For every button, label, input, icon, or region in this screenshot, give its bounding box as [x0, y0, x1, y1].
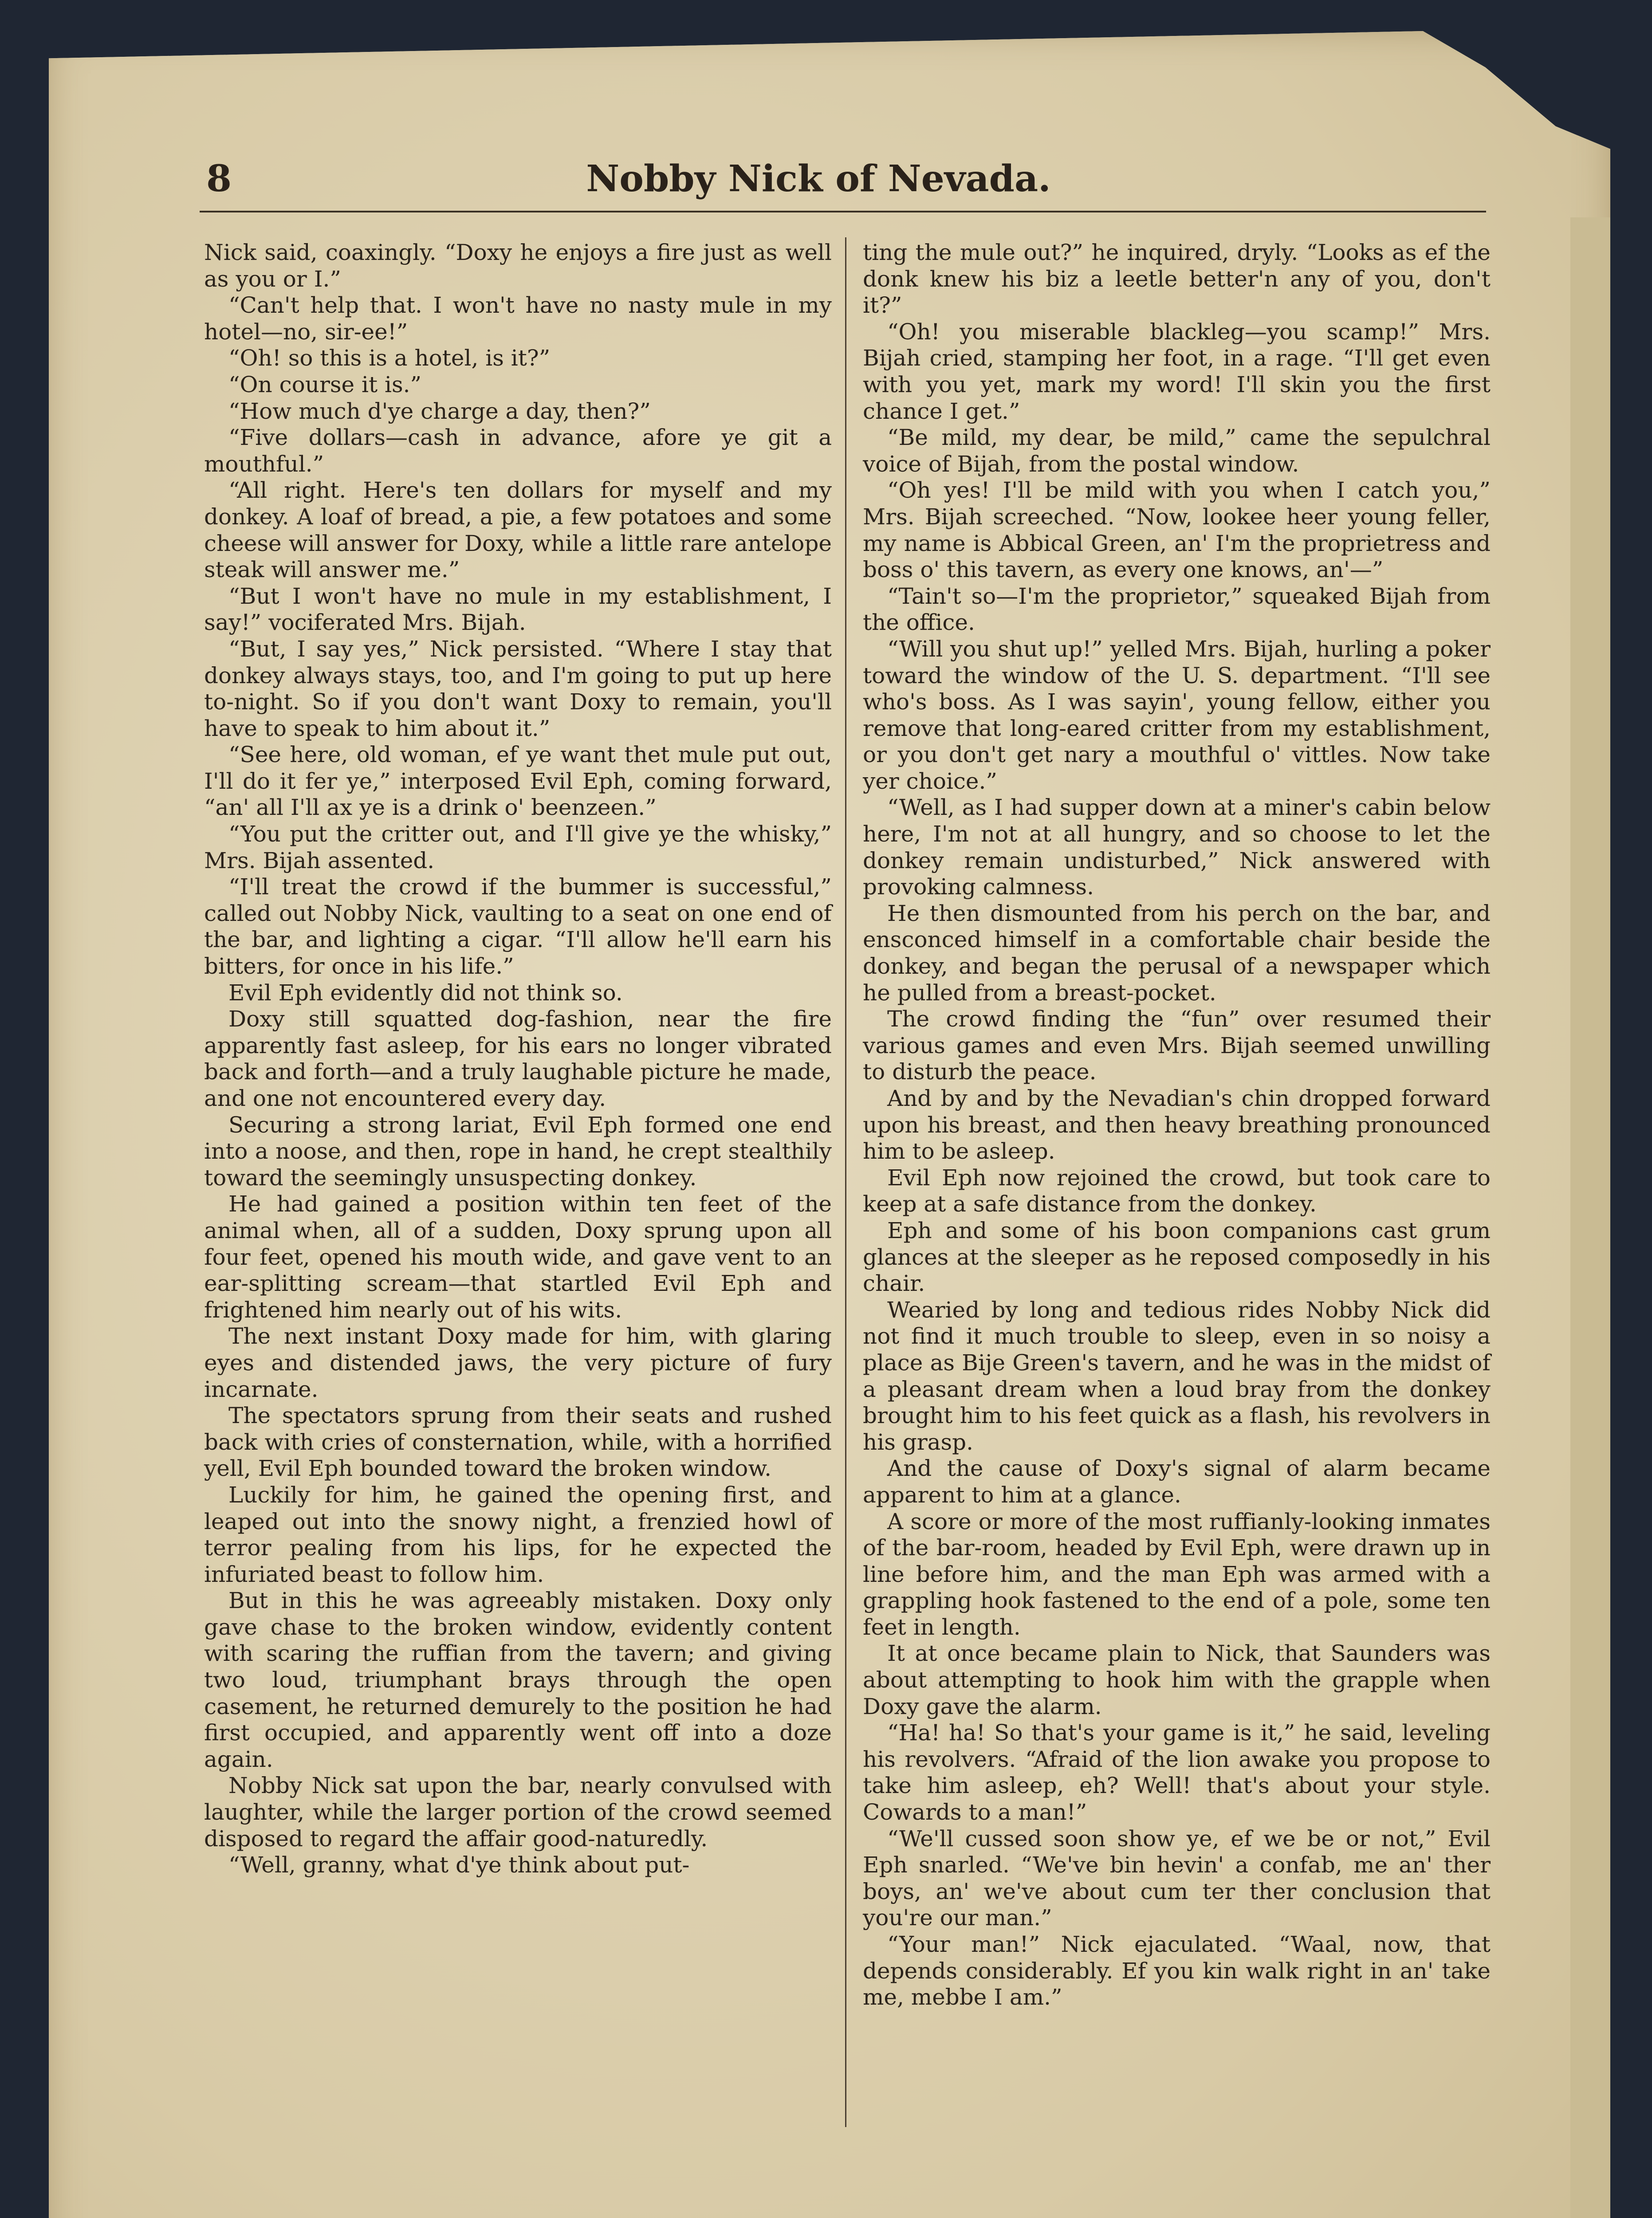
- paragraph: “Ha! ha! So that's your game is it,” he said, leveling his revolvers. “Afraid of the lion awake you propose to take him asleep, eh? Well! that's about your style. Cowards to a man!”: [863, 1720, 1491, 1825]
- paragraph: “Oh! so this is a hotel, is it?”: [228, 345, 551, 371]
- column-rule: [845, 237, 846, 2127]
- paragraph: “Tain't so—I'm the proprietor,” squeaked Bijah from the office.: [863, 583, 1491, 636]
- paragraph: The spectators sprung from their seats and rushed back with cries of consternation, while, with a horrified yell, Evil Eph bounded toward the broken window.: [204, 1403, 832, 1482]
- paragraph: “Can't help that. I won't have no nasty mule in my hotel—no, sir-ee!”: [204, 292, 832, 345]
- paragraph: “Well, granny, what d'ye think about put-: [228, 1852, 690, 1878]
- header-rule: [200, 211, 1486, 212]
- paragraph: ting the mule out?” he inquired, dryly. “Looks as ef the donk knew his biz a leetle better'n any of you, don't it?”: [863, 240, 1491, 319]
- paragraph: Nobby Nick sat upon the bar, nearly convulsed with laughter, while the larger portion of the crowd seemed disposed to regard the affair good-naturedly.: [204, 1773, 832, 1852]
- paragraph: “Well, as I had supper down at a miner's cabin below here, I'm not at all hungry, and so choose to let the donkey remain undisturbed,” Nick answered with provoking calmness.: [863, 794, 1491, 900]
- paragraph: “Be mild, my dear, be mild,” came the sepulchral voice of Bijah, from the postal window.: [863, 425, 1491, 477]
- paragraph: “I'll treat the crowd if the bummer is successful,” called out Nobby Nick, vaulting to a seat on one end of the bar, and lighting a cigar. “I'll allow he'll earn his bitters, for once in his life.”: [204, 874, 832, 979]
- right-column: [863, 240, 1491, 2011]
- paragraph: “Will you shut up!” yelled Mrs. Bijah, hurling a poker toward the window of the U. S. department. “I'll see who's boss. As I was sayin', young fellow, either you remove that long-eared critter from my establishment, or you don't get nary a mouthful o' vittles. Now take yer choice.”: [863, 636, 1491, 794]
- paragraph: Evil Eph evidently did not think so.: [228, 979, 623, 1006]
- running-title: Nobby Nick of Nevada.: [586, 157, 1051, 200]
- paragraph: And the cause of Doxy's signal of alarm became apparent to him at a glance.: [863, 1455, 1491, 1508]
- paragraph: “You put the critter out, and I'll give ye the whisky,” Mrs. Bijah assented.: [204, 821, 832, 873]
- page-number: 8: [206, 157, 232, 200]
- paragraph: “On course it is.”: [228, 371, 422, 397]
- next-page-edge: [1570, 217, 1610, 2218]
- paragraph: The crowd finding the “fun” over resumed their various games and even Mrs. Bijah seemed unwilling to disturb the peace.: [863, 1006, 1491, 1085]
- paragraph: Wearied by long and tedious rides Nobby Nick did not find it much trouble to sleep, even in so noisy a place as Bije Green's tavern, and he was in the midst of a pleasant dream when a loud bray from the donkey brought him to his feet quick as a flash, his revolvers in his grasp.: [863, 1297, 1491, 1455]
- paragraph: “How much d'ye charge a day, then?”: [228, 398, 651, 424]
- paragraph: The next instant Doxy made for him, with glaring eyes and distended jaws, the very picture of fury incarnate.: [204, 1323, 832, 1402]
- paragraph: Doxy still squatted dog-fashion, near the fire apparently fast asleep, for his ears no longer vibrated back and forth—and a truly laughable picture he made, and one not encountered every day.: [204, 1006, 832, 1111]
- left-column: [204, 240, 832, 1879]
- paragraph: It at once became plain to Nick, that Saunders was about attempting to hook him with the grapple when Doxy gave the alarm.: [863, 1640, 1491, 1719]
- paragraph: Eph and some of his boon companions cast grum glances at the sleeper as he reposed composedly in his chair.: [863, 1217, 1491, 1297]
- paragraph: “Five dollars—cash in advance, afore ye git a mouthful.”: [204, 425, 832, 477]
- paragraph: Nick said, coaxingly. “Doxy he enjoys a fire just as well as you or I.”: [204, 240, 832, 292]
- page-header: [153, 157, 1484, 206]
- paragraph: Evil Eph now rejoined the crowd, but took care to keep at a safe distance from the donkey.: [863, 1164, 1491, 1217]
- paragraph: Luckily for him, he gained the opening first, and leaped out into the snowy night, a frenzied howl of terror pealing from his lips, for he expected the infuriated beast to follow him.: [204, 1482, 832, 1587]
- paragraph: Securing a strong lariat, Evil Eph formed one end into a noose, and then, rope in hand, he crept stealthily toward the seemingly unsuspecting donkey.: [204, 1112, 832, 1191]
- paragraph: “We'll cussed soon show ye, ef we be or not,” Evil Eph snarled. “We've bin hevin' a confab, me an' ther boys, an' we've about cum ter ther conclusion that you're our man.”: [863, 1825, 1491, 1931]
- paragraph: He had gained a position within ten feet of the animal when, all of a sudden, Doxy sprung upon all four feet, opened his mouth wide, and gave vent to an ear-splitting scream—that startled Evil Eph and frightened him nearly out of his wits.: [204, 1191, 832, 1323]
- paragraph: “See here, old woman, ef ye want thet mule put out, I'll do it fer ye,” interposed Evil Eph, coming forward, “an' all I'll ax ye is a drink o' beenzeen.”: [204, 742, 832, 821]
- paragraph: “Oh yes! I'll be mild with you when I catch you,” Mrs. Bijah screeched. “Now, lookee heer young feller, my name is Abbical Green, an' I'm the proprietress and boss o' this tavern, as every one knows, an'—”: [863, 477, 1491, 583]
- paragraph: “Your man!” Nick ejaculated. “Waal, now, that depends considerably. Ef you kin walk right in an' take me, mebbe I am.”: [863, 1931, 1491, 2010]
- paragraph: “But I won't have no mule in my establishment, I say!” vociferated Mrs. Bijah.: [204, 583, 832, 636]
- paragraph: He then dismounted from his perch on the bar, and ensconced himself in a comfortable chair beside the donkey, and began the perusal of a newspaper which he pulled from a breast-pocket.: [863, 900, 1491, 1006]
- paragraph: But in this he was agreeably mistaken. Doxy only gave chase to the broken window, evidently content with scaring the ruffian from the tavern; and giving two loud, triumphant brays through the open casement, he returned demurely to the position he had first occupied, and apparently went off into a doze again.: [204, 1588, 832, 1772]
- paragraph: “Oh! you miserable blackleg—you scamp!” Mrs. Bijah cried, stamping her foot, in a rage. “I'll get even with you yet, mark my word! I'll skin you the first chance I get.”: [863, 319, 1491, 424]
- paragraph: And by and by the Nevadian's chin dropped forward upon his breast, and then heavy breathing pronounced him to be asleep.: [863, 1085, 1491, 1164]
- paragraph: “But, I say yes,” Nick persisted. “Where I stay that donkey always stays, too, and I'm going to put up here to-night. So if you don't want Doxy to remain, you'll have to speak to him about it.”: [204, 636, 832, 741]
- paragraph: A score or more of the most ruffianly-looking inmates of the bar-room, headed by Evil Eph, were drawn up in line before him, and the man Eph was armed with a grappling hook fastened to the end of a pole, some ten feet in length.: [863, 1508, 1491, 1640]
- paragraph: “All right. Here's ten dollars for myself and my donkey. A loaf of bread, a pie, a few potatoes and some cheese will answer for Doxy, while a little rare antelope steak will answer me.”: [204, 477, 832, 583]
